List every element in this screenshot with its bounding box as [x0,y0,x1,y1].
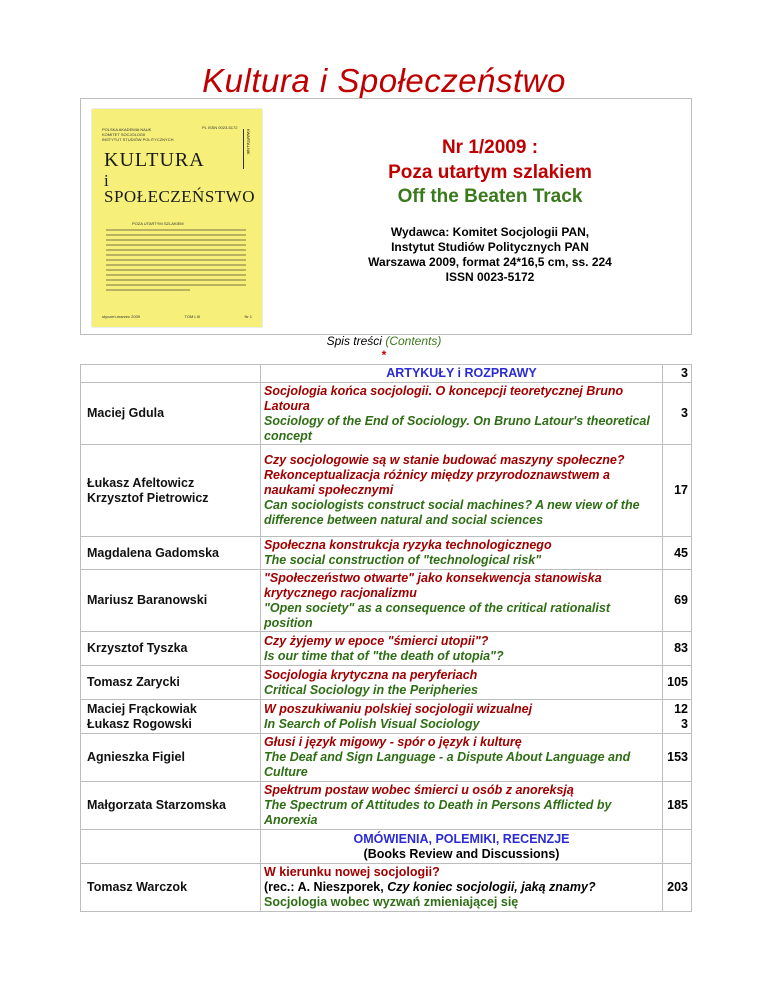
publisher-info: Wydawca: Komitet Socjologii PAN, Instytut Studiów Politycznych PAN Warszawa 2009, format 24*16,5 cm, ss. 224 ISSN 0023-5172 [368,225,612,284]
cover-title-line3: SPOŁECZEŃSTWO [104,187,255,206]
cover-side-label: KWARTALNIK [243,129,254,169]
cover-issn: PL ISSN 0023-5172 [202,125,238,130]
article-title: Czy żyjemy w epoce "śmierci utopii"? Is our time that of "the death of utopia"? [261,632,663,666]
issue-title-en: Off the Beaten Track [397,186,583,207]
table-row [81,445,692,537]
section-row [81,365,692,383]
review-title: W kierunku nowej socjologii? (rec.: A. Nieszporek, Czy koniec socjologii, jaką znamy? Socjologia wobec wyzwań zmieniającej się [261,864,663,912]
page-number: 3 [663,365,692,383]
article-title: Spektrum postaw wobec śmierci u osób z anoreksją The Spectrum of Attitudes to Death in Persons Afflicted by Anorexia [261,782,663,830]
cover-publisher: POLSKA AKADEMIA NAUK KOMITET SOCJOLOGII INSTYTUT STUDIÓW POLITYCZNYCH [102,127,174,142]
cover-text-block [106,229,246,294]
table-row [81,666,692,700]
author: Maciej Frąckowiak Łukasz Rogowski [81,700,261,734]
page-number: 83 [663,632,692,666]
article-title: "Społeczeństwo otwarte" jako konsekwencja stanowiska krytycznego racjonalizmu "Open society" as a consequence of the critical rationalist position [261,570,663,632]
page-number: 153 [663,734,692,782]
author: Tomasz Zarycki [81,666,261,700]
cover-footer: styczeń-marzec 2009 TOM LIII Nr 1 [102,314,252,319]
contents-heading: Spis treści (Contents) [326,334,442,348]
article-title: Socjologia krytyczna na peryferiach Critical Sociology in the Peripheries [261,666,663,700]
page-number: 185 [663,782,692,830]
author: Agnieszka Figiel [81,734,261,782]
section-label-en: (Books Review and Discussions) [363,846,560,861]
table-row [81,570,692,632]
table-row [81,383,692,445]
author: Małgorzata Starzomska [81,782,261,830]
table-row [81,734,692,782]
article-title: Społeczna konstrukcja ryzyka technologicznego The social construction of "technological risk" [261,537,663,570]
page-number: 12 3 [663,700,692,734]
journal-cover [92,109,262,327]
cover-heading: POZA UTARTYM SZLAKIEM [132,221,184,226]
author: Łukasz Afeltowicz Krzysztof Pietrowicz [81,445,261,537]
section-label: OMÓWIENIA, POLEMIKI, RECENZJE [353,831,570,846]
page-number: 203 [663,864,692,912]
article-title: W poszukiwaniu polskiej socjologii wizualnej In Search of Polish Visual Sociology [261,700,663,734]
page-title: Kultura i Społeczeństwo [202,62,566,99]
table-row [81,864,692,912]
table-row [81,632,692,666]
page-number: 69 [663,570,692,632]
section-label: ARTYKUŁY i ROZPRAWY [386,366,537,380]
author: Mariusz Baranowski [81,570,261,632]
section-row [81,830,692,864]
article-title: Głusi i język migowy - spór o język i kulturę The Deaf and Sign Language - a Dispute About Language and Culture [261,734,663,782]
table-row [81,782,692,830]
page-number: 45 [663,537,692,570]
author: Tomasz Warczok [81,864,261,912]
author: Maciej Gdula [81,383,261,445]
table-row [81,537,692,570]
article-title: Czy socjologowie są w stanie budować maszyny społeczne? Rekonceptualizacja różnicy między przyrodoznawstwem a naukami społecznymi Can sociologists construct social machines? A new view of the difference between natural and social sciences [261,445,663,537]
cover-title-line2: i [104,171,109,190]
table-row [81,700,692,734]
article-title: Socjologia końca socjologii. O koncepcji teoretycznej Bruno Latoura Sociology of the End of Sociology. On Bruno Latour's theoretical concept [261,383,663,445]
author: Krzysztof Tyszka [81,632,261,666]
issue-title-pl: Poza utartym szlakiem [388,162,592,183]
cover-title-line1: KULTURA [104,149,205,171]
page-number: 105 [663,666,692,700]
contents-asterisk: * [381,348,387,362]
table-of-contents [80,364,692,912]
author: Magdalena Gadomska [81,537,261,570]
page-number: 17 [663,445,692,537]
page-number: 3 [663,383,692,445]
issue-number: Nr 1/2009 : [441,137,539,158]
